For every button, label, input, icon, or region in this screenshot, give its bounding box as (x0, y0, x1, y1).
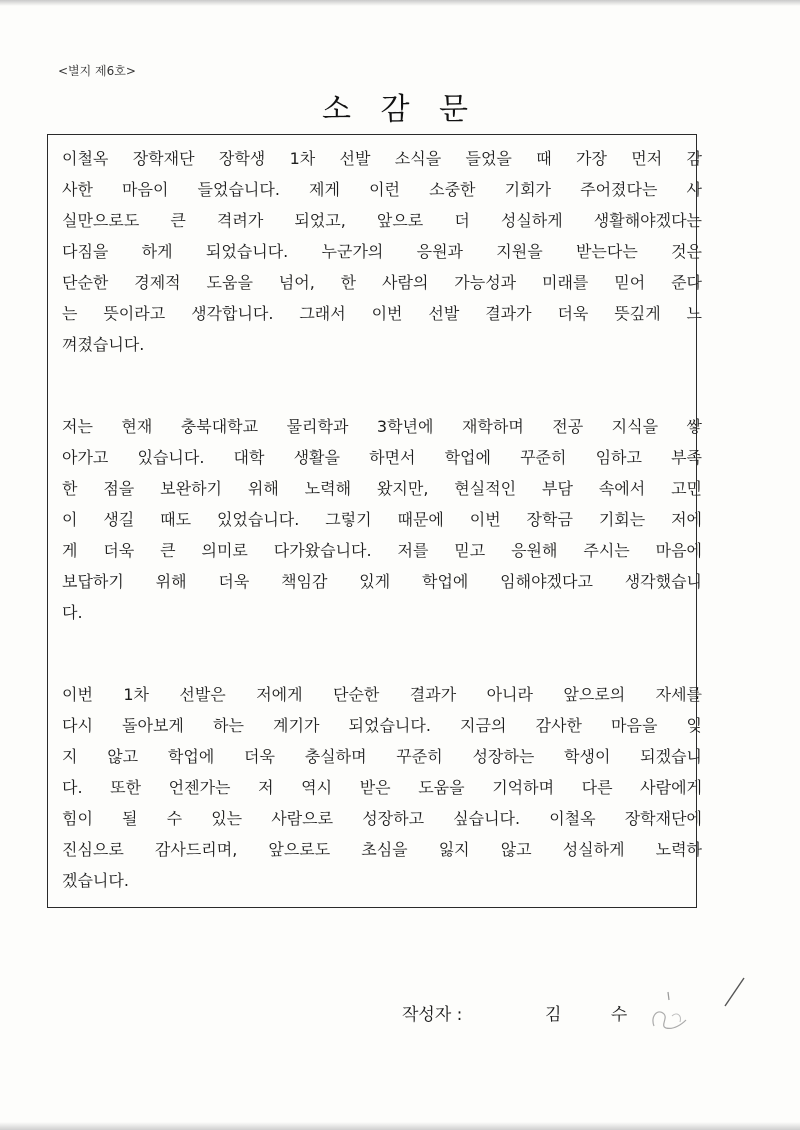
paragraph-3 (62, 679, 702, 896)
text-line: 는 뜻이라고 생각합니다. 그래서 이번 선발 결과가 더욱 뜻깊게 느 (62, 304, 702, 323)
text-line: 보답하기 위해 더욱 책임감 있게 학업에 임해야겠다고 생각했습니 (62, 572, 702, 591)
text-line: 한 점을 보완하기 위해 노력해 왔지만, 현실적인 부담 속에서 고민 (62, 479, 702, 498)
scan-edge-top (0, 0, 800, 6)
text-line: 이철옥 장학재단 장학생 1차 선발 소식을 들었을 때 가장 먼저 감 (62, 149, 702, 168)
text-line: 다짐을 하게 되었습니다. 누군가의 응원과 지원을 받는다는 것은 (62, 242, 702, 261)
text-line: 껴졌습니다. (62, 335, 145, 354)
text-line: 실만으로도 큰 격려가 되었고, 앞으로 더 성실하게 생활해야겠다는 (62, 211, 702, 230)
text-line: 단순한 경제적 도움을 넘어, 한 사람의 가능성과 미래를 믿어 준다 (62, 273, 702, 292)
author-label: 작성자 : (402, 1005, 463, 1025)
document-title: 소 감 문 (321, 92, 478, 127)
text-line: 다. 또한 언젠가는 저 역시 받은 도움을 기억하며 다른 사람에게 (62, 778, 702, 797)
author-name: 김 수 (545, 1005, 650, 1025)
text-line: 저는 현재 충북대학교 물리학과 3학년에 재학하며 전공 지식을 쌓 (62, 417, 702, 436)
text-line: 아가고 있습니다. 대학 생활을 하면서 학업에 꾸준히 임하고 부족 (62, 448, 702, 467)
text-line: 다시 돌아보게 하는 계기가 되었습니다. 지금의 감사한 마음을 잊 (62, 716, 702, 735)
text-line: 사한 마음이 들었습니다. 제게 이런 소중한 기회가 주어졌다는 사 (62, 180, 702, 199)
scan-edge-bottom (0, 1122, 800, 1130)
signature-mark (640, 968, 750, 1038)
text-line: 게 더욱 큰 의미로 다가왔습니다. 저를 믿고 응원해 주시는 마음에 (62, 541, 702, 560)
paragraph-1 (62, 143, 702, 360)
text-line: 다. (62, 603, 83, 622)
text-line: 겠습니다. (62, 871, 129, 890)
essay-box (47, 134, 702, 908)
form-number-label: <별지 제6호> (58, 64, 136, 78)
text-line: 이 생길 때도 있었습니다. 그렇기 때문에 이번 장학금 기회는 저에 (62, 510, 702, 529)
text-line: 진심으로 감사드리며, 앞으로도 초심을 잃지 않고 성실하게 노력하 (62, 840, 702, 859)
paragraph-2 (62, 411, 702, 628)
text-line: 힘이 될 수 있는 사람으로 성장하고 싶습니다. 이철옥 장학재단에 (62, 809, 702, 828)
text-line: 지 않고 학업에 더욱 충실하며 꾸준히 성장하는 학생이 되겠습니 (62, 747, 702, 766)
text-line: 이번 1차 선발은 저에게 단순한 결과가 아니라 앞으로의 자세를 (62, 685, 702, 704)
